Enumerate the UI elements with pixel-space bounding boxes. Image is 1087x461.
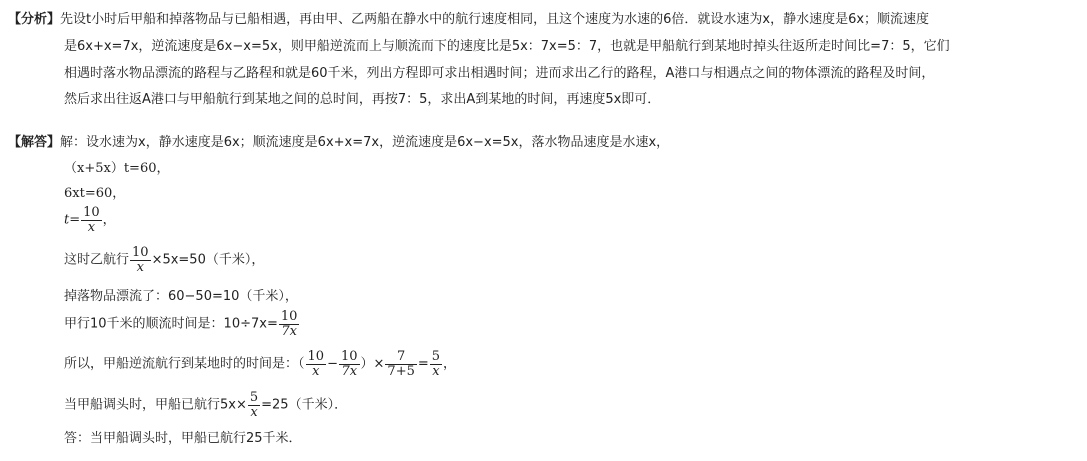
fraction <box>430 350 442 378</box>
solution-line-1 <box>8 136 669 149</box>
analysis-text-1: 先设t小时后甲船和掉落物品与已船相遇，再由甲、乙两船在静水中的航行速度相同，且这个速度为水速的6倍．就设水速为x，静水速度是6x；顺流速度 <box>60 12 930 27</box>
minus-sign: − <box>327 356 338 372</box>
fraction-denominator: 7x <box>279 324 300 339</box>
analysis-line-3 <box>64 67 934 80</box>
analysis-line-2 <box>64 40 950 53</box>
fraction-numerator: 7 <box>397 349 406 364</box>
line5-text: 这时乙航行 <box>64 252 130 268</box>
fraction <box>130 246 151 274</box>
solution-text-1: 解：设水速为x，静水速度是6x；顺流速度是6x+x=7x，逆流速度是6x−x=5x，落水物品速度是水速x， <box>60 135 670 150</box>
analysis-line-4 <box>64 93 660 106</box>
analysis-text-2: 是6x+x=7x，逆流速度是6x−x=5x，则甲船逆流而上与顺流而下的速度比是5x：7x=5：7，也就是甲船航行到某地时掉头往返所走时间比=7：5，它们 <box>64 39 950 54</box>
analysis-tag: 【分析】 <box>8 12 61 27</box>
times-sign: ）× <box>360 356 385 372</box>
line9-text: 当甲船调头时，甲船已航行5x× <box>64 397 247 413</box>
fraction <box>306 350 327 378</box>
fraction-numerator: 10 <box>340 349 358 364</box>
fraction-denominator: x <box>130 260 151 275</box>
line5-post: ×5x=50（千米）， <box>151 252 265 268</box>
solution-tag: 【解答】 <box>8 135 61 150</box>
equals-sign: = <box>417 356 429 372</box>
solution-line-7 <box>64 310 300 338</box>
line8-post: ， <box>443 356 457 372</box>
fraction-denominator: x <box>81 220 102 235</box>
line9-post: =25（千米）． <box>261 397 348 413</box>
fraction <box>339 350 360 378</box>
fraction-denominator: x <box>306 364 327 379</box>
fraction-numerator: 10 <box>83 205 100 220</box>
equation-1: （x+5x）t=60， <box>64 161 170 176</box>
fraction <box>385 350 416 378</box>
fraction <box>81 206 102 234</box>
fraction-numerator: 5 <box>249 390 259 405</box>
equation-3-end: ， <box>102 212 116 228</box>
equation-3-lhs: t= <box>64 212 81 228</box>
analysis-text-4: 然后求出往返A港口与甲船航行到某地之间的总时间，再按7：5，求出A到某地的时间，再速度5x即可． <box>64 92 661 107</box>
fraction-numerator: 10 <box>307 349 325 364</box>
solution-line-4 <box>64 206 116 234</box>
fraction-numerator: 10 <box>132 245 149 260</box>
analysis-text-3: 相遇时落水物品漂流的路程与乙路程和就是60千米，列出方程即可求出相遇时间；进而求出乙行的路程，A港口与相遇点之间的物体漂流的路程及时间， <box>64 66 935 81</box>
equation-2: 6xt=60， <box>64 186 126 201</box>
fraction-numerator: 5 <box>431 349 441 364</box>
solution-line-8 <box>64 350 456 378</box>
solution-line-3 <box>64 187 125 200</box>
fraction <box>279 310 300 338</box>
fraction-numerator: 10 <box>280 309 298 324</box>
solution-line-10 <box>64 432 302 445</box>
fraction-denominator: x <box>248 405 260 420</box>
fraction <box>248 391 260 419</box>
line8-text: 所以，甲船逆流航行到某地时的时间是：（ <box>64 356 305 372</box>
solution-line-5 <box>64 246 264 274</box>
fraction-denominator: x <box>430 364 442 379</box>
analysis-line-1 <box>8 13 929 26</box>
fraction-denominator: 7+5 <box>387 363 415 379</box>
solution-line-9 <box>64 391 347 419</box>
line6-text: 掉落物品漂流了：60−50=10（千米）， <box>64 289 298 304</box>
solution-line-2 <box>64 162 170 175</box>
solution-line-6 <box>64 290 298 303</box>
line7-text: 甲行10千米的顺流时间是：10÷7x= <box>64 316 278 332</box>
answer-text: 答：当甲船调头时，甲船已航行25千米． <box>64 431 302 446</box>
fraction-denominator: 7x <box>339 364 360 379</box>
